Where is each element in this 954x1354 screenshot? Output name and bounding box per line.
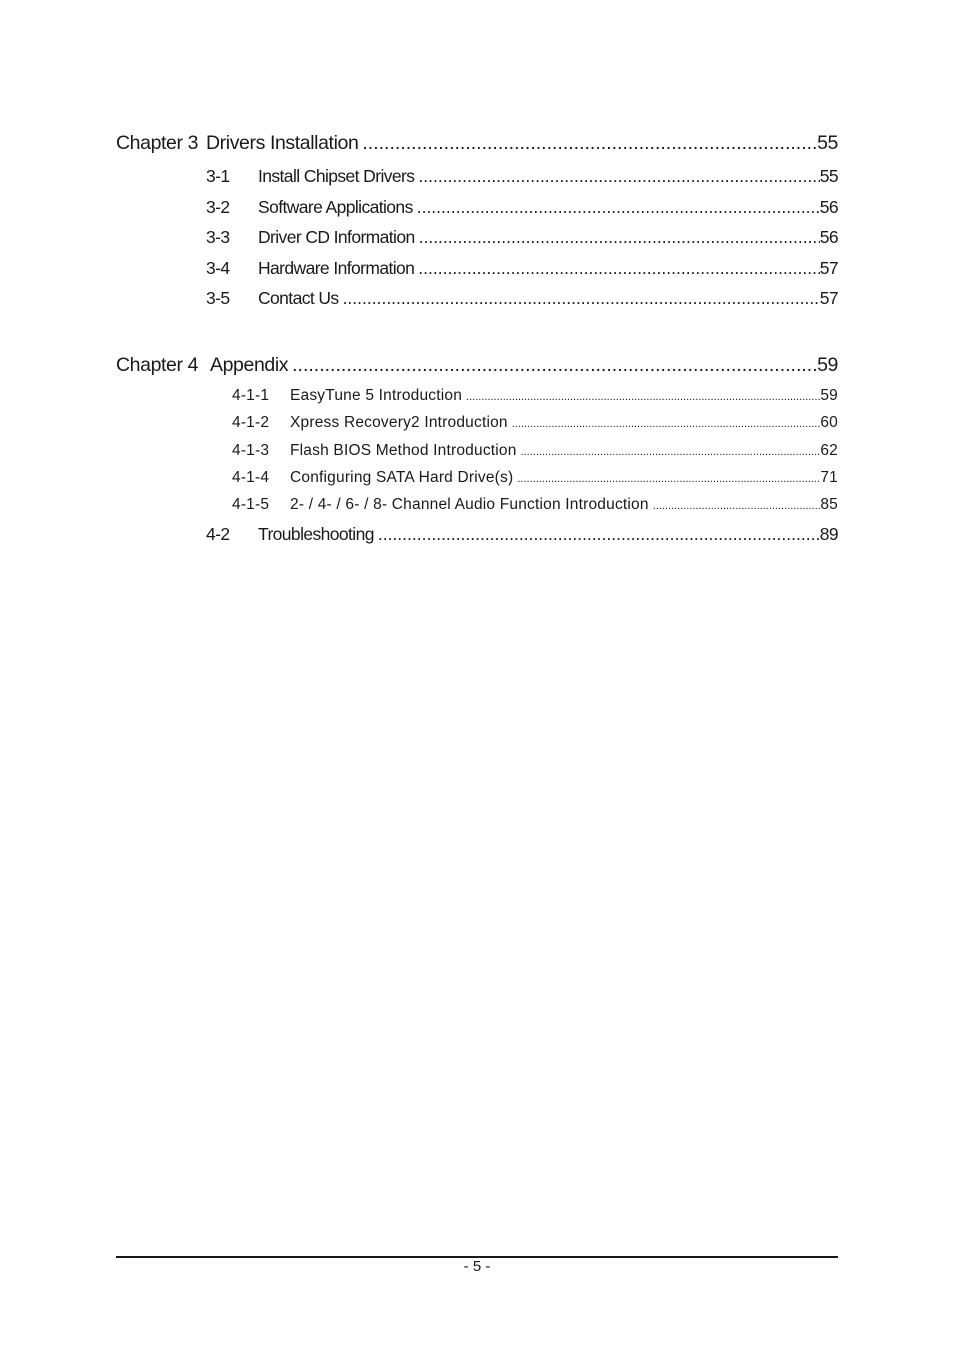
page-number: 56 (819, 197, 838, 217)
section-title: Troubleshooting (258, 524, 374, 544)
dot-leader (517, 446, 821, 458)
toc-entry-3-2[interactable] (206, 197, 838, 218)
page-number: 56 (819, 227, 838, 247)
page-number: 55 (817, 132, 838, 154)
page-number: 55 (819, 166, 838, 186)
section-number: 3-5 (206, 288, 230, 308)
dot-leader (513, 473, 820, 485)
page-number: 89 (819, 524, 838, 544)
chapter-number: Chapter 3 (116, 132, 199, 154)
subsection-number: 4-1-1 (232, 387, 270, 404)
section-number: 3-3 (206, 227, 230, 247)
toc-chapter-3[interactable] (116, 132, 838, 155)
page-number: 57 (819, 288, 838, 308)
page-number: 60 (820, 414, 838, 431)
subsection-number: 4-1-2 (232, 414, 270, 431)
section-number: 3-4 (206, 258, 230, 278)
page-number: 62 (820, 442, 838, 459)
page-number: 85 (820, 496, 838, 513)
section-title: Hardware Information (258, 258, 415, 278)
subsection-title: Flash BIOS Method Introduction (290, 442, 517, 459)
toc-entry-3-1[interactable] (206, 166, 838, 187)
page-number: 59 (820, 387, 838, 404)
subsection-number: 4-1-5 (232, 496, 270, 513)
subsection-title: 2- / 4- / 6- / 8- Channel Audio Function Introduction (290, 496, 649, 513)
dot-leader (414, 258, 819, 279)
toc-entry-4-1-4[interactable] (232, 469, 838, 487)
toc-entry-3-3[interactable] (206, 227, 838, 248)
dot-leader (414, 166, 819, 187)
footer-page-number: - 5 - (463, 1258, 491, 1275)
section-number: 3-2 (206, 197, 230, 217)
toc-chapter-4[interactable] (116, 354, 838, 377)
dot-leader (462, 391, 820, 403)
section-title: Software Applications (258, 197, 413, 217)
dot-leader (649, 500, 821, 512)
chapter-title: Appendix (210, 354, 289, 376)
dot-leader (374, 524, 820, 545)
subsection-title: Xpress Recovery2 Introduction (290, 414, 508, 431)
toc-entry-4-1-2[interactable] (232, 414, 838, 432)
subsection-number: 4-1-3 (232, 442, 270, 459)
toc-entry-3-4[interactable] (206, 258, 838, 279)
subsection-number: 4-1-4 (232, 469, 270, 486)
section-number: 4-2 (206, 524, 230, 544)
section-title: Install Chipset Drivers (258, 166, 415, 186)
dot-leader (508, 418, 821, 430)
dot-leader (413, 197, 820, 218)
toc-entry-4-2[interactable] (206, 524, 838, 545)
toc-entry-4-1-5[interactable] (232, 496, 838, 514)
subsection-title: Configuring SATA Hard Drive(s) (290, 469, 514, 486)
section-number: 3-1 (206, 166, 230, 186)
page-number: 57 (819, 258, 838, 278)
dot-leader (415, 227, 820, 248)
section-title: Driver CD Information (258, 227, 415, 247)
dot-leader (339, 288, 820, 309)
dot-leader (288, 354, 817, 377)
page-number: 59 (817, 354, 838, 376)
toc-entry-4-1-1[interactable] (232, 387, 838, 405)
chapter-number: Chapter 4 (116, 354, 199, 376)
toc-entry-4-1-3[interactable] (232, 442, 838, 460)
toc-entry-3-5[interactable] (206, 288, 838, 309)
dot-leader (358, 132, 817, 155)
subsection-title: EasyTune 5 Introduction (290, 387, 463, 404)
section-title: Contact Us (258, 288, 339, 308)
chapter-title: Drivers Installation (206, 132, 359, 154)
page-number: 71 (820, 469, 838, 486)
